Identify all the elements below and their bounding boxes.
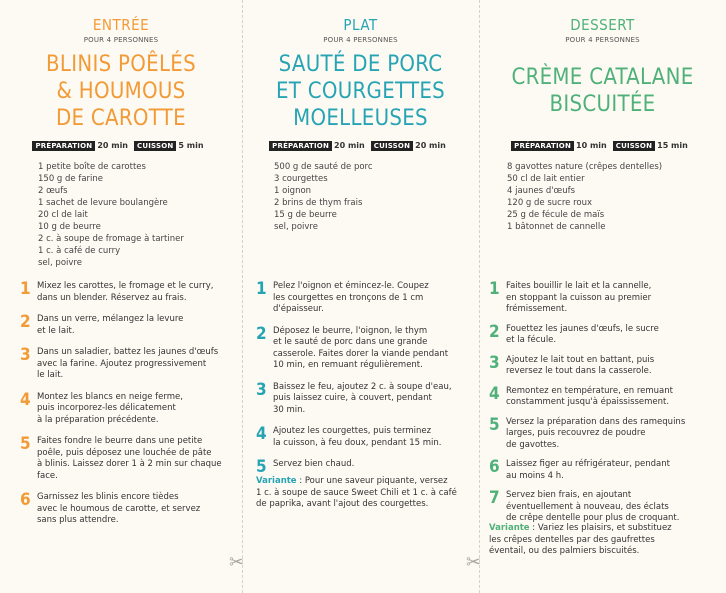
- step-item: [256, 458, 471, 476]
- variant-text: : Variez les plaisirs, et substituez les crêpes dentelles par des gaufrettes éventail, ou des palmiers biscuités.: [489, 523, 672, 556]
- ingredient-item: 1 oignon: [274, 186, 312, 196]
- title-line: BLINIS POÊLÉS: [46, 52, 196, 77]
- ingredient-item: sel, poivre: [274, 222, 318, 232]
- ingredient-list: [274, 161, 373, 233]
- prep-time: 10 min: [576, 141, 607, 150]
- plat-column: [242, 0, 482, 593]
- step-text: Ajoutez le lait tout en battant, puis reversez le tout dans la casserole.: [506, 354, 655, 376]
- time-info: [242, 141, 479, 150]
- step-text: Fouettez les jaunes d'œufs, le sucre et la fécule.: [506, 323, 659, 345]
- course-label: DESSERT: [570, 16, 635, 34]
- entree-column: [0, 0, 245, 593]
- ingredient-item: sel, poivre: [38, 258, 82, 268]
- title-line: SAUTÉ DE PORC: [278, 52, 443, 77]
- cook-time: 15 min: [657, 141, 688, 150]
- title-line: CRÈME CATALANE: [511, 65, 694, 90]
- ingredient-item: 1 sachet de levure boulangère: [38, 198, 168, 208]
- ingredient-item: 3 courgettes: [274, 174, 328, 184]
- cook-tag: CUISSON: [134, 141, 176, 151]
- title-line: & HOUMOUS: [56, 79, 186, 104]
- cook-time: 5 min: [178, 141, 204, 150]
- ingredient-item: 20 cl de lait: [38, 210, 88, 220]
- step-item: [256, 280, 471, 316]
- ingredient-item: 1 petite boîte de carottes: [38, 162, 146, 172]
- ingredient-item: 2 brins de thym frais: [274, 198, 363, 208]
- scissors-icon: ✂: [229, 552, 245, 573]
- step-text: Ajoutez les courgettes, puis terminez la cuisson, à feu doux, pendant 15 min.: [273, 426, 442, 448]
- step-item: [256, 381, 471, 417]
- step-item: [20, 391, 230, 427]
- step-text: Garnissez les blinis encore tièdes avec le houmous de carotte, et servez sans plus attendre.: [37, 492, 201, 525]
- step-text: Remontez en température, en remuant constamment jusqu'à épaississement.: [506, 385, 673, 407]
- step-text: Mixez les carottes, le fromage et le curry, dans un blender. Réservez au frais.: [37, 281, 214, 303]
- prep-tag: PRÉPARATION: [511, 141, 574, 151]
- recipe-title: [242, 51, 479, 132]
- step-text: Déposez le beurre, l'oignon, le thym et le sauté de porc dans une grande casserole. Faites dorer la viande pendant 10 min, en remuant régulièrement.: [273, 325, 449, 370]
- step-number: 5: [20, 434, 31, 454]
- step-number: 4: [256, 424, 267, 444]
- dessert-column: [479, 0, 726, 593]
- step-text: Faites fondre le beurre dans une petite poêle, puis déposez une louchée de pâte à blinis. Laissez dorer 1 à 2 min sur chaque face.: [37, 436, 222, 481]
- title-line: DE CAROTTE: [55, 106, 186, 131]
- variant-text: : Pour une saveur piquante, versez 1 c. à soupe de sauce Sweet Chili et 1 c. à café de paprika, avant l'ajout des courgettes.: [256, 476, 457, 509]
- recipe-title: [0, 51, 242, 132]
- step-item: [256, 425, 471, 449]
- course-label: ENTRÉE: [92, 16, 150, 34]
- step-number: 6: [20, 490, 31, 510]
- step-text: Dans un saladier, battez les jaunes d'œufs avec la farine. Ajoutez progressivement le lait.: [37, 347, 219, 380]
- ingredient-item: 25 g de fécule de maïs: [507, 210, 605, 220]
- step-text: Pelez l'oignon et émincez-le. Coupez les courgettes en tronçons de 1 cm d'épaisseur.: [273, 281, 429, 314]
- ingredient-list: [507, 161, 662, 233]
- time-info: [479, 141, 726, 150]
- cook-time: 20 min: [415, 141, 446, 150]
- step-item: [20, 280, 230, 304]
- ingredient-item: 150 g de farine: [38, 174, 104, 184]
- step-item: [489, 458, 714, 482]
- step-number: 2: [20, 312, 31, 332]
- step-number: 4: [489, 383, 500, 404]
- step-text: Baissez le feu, ajoutez 2 c. à soupe d'eau, puis laissez cuire, à couvert, pendant 30 min.: [273, 381, 452, 415]
- step-number: 6: [489, 457, 500, 477]
- ingredient-item: 50 cl de lait entier: [507, 174, 585, 184]
- step-text: Montez les blancs en neige ferme, puis incorporez-les délicatement à la préparation précédente.: [37, 391, 183, 425]
- step-list: [256, 280, 471, 485]
- ingredient-item: 15 g de beurre: [274, 210, 337, 220]
- step-text: Faites bouillir le lait et la cannelle, en stoppant la cuisson au premier frémissement.: [506, 281, 652, 314]
- cook-tag: CUISSON: [371, 141, 413, 151]
- ingredient-item: 1 bâtonnet de cannelle: [507, 222, 606, 232]
- time-info: [0, 141, 242, 150]
- step-item: [20, 346, 230, 382]
- step-number: 1: [256, 279, 267, 299]
- step-number: 5: [256, 457, 267, 477]
- ingredient-list: [38, 161, 184, 269]
- step-number: 4: [20, 389, 31, 410]
- step-number: 1: [489, 279, 500, 299]
- ingredient-item: 8 gavottes nature (crêpes dentelles): [507, 162, 663, 172]
- serves-label: POUR 4 PERSONNES: [565, 36, 640, 44]
- ingredient-item: 2 œufs: [38, 186, 68, 196]
- step-list: [20, 280, 230, 536]
- ingredient-item: 10 g de beurre: [38, 222, 101, 232]
- prep-time: 20 min: [334, 141, 365, 150]
- step-text: Servez bien chaud.: [273, 459, 355, 469]
- step-item: [20, 313, 230, 337]
- step-number: 5: [489, 414, 500, 435]
- step-item: [489, 354, 714, 378]
- prep-tag: PRÉPARATION: [269, 141, 332, 151]
- step-item: [20, 435, 230, 482]
- step-number: 2: [256, 323, 267, 344]
- serves-label: POUR 4 PERSONNES: [83, 36, 159, 44]
- step-item: [489, 489, 714, 525]
- scissors-icon: ✂: [466, 552, 482, 573]
- prep-time: 20 min: [97, 141, 129, 150]
- variant-label: Variante: [256, 476, 297, 486]
- step-item: [489, 416, 714, 452]
- step-number: 3: [256, 379, 267, 400]
- step-number: 2: [489, 321, 500, 342]
- cook-tag: CUISSON: [613, 141, 655, 151]
- variant-note: [256, 476, 471, 511]
- variant-label: Variante: [489, 523, 530, 533]
- ingredient-item: 500 g de sauté de porc: [274, 162, 373, 172]
- step-item: [489, 385, 714, 409]
- step-item: [489, 323, 714, 347]
- title-line: MOELLEUSES: [293, 106, 428, 131]
- step-number: 1: [20, 279, 31, 299]
- step-number: 7: [489, 488, 500, 508]
- step-number: 3: [489, 352, 500, 373]
- title-line: BISCUITÉE: [549, 92, 656, 117]
- prep-tag: PRÉPARATION: [32, 141, 95, 151]
- serves-label: POUR 4 PERSONNES: [323, 36, 398, 44]
- step-text: Dans un verre, mélangez la levure et le lait.: [37, 314, 184, 336]
- title-line: ET COURGETTES: [275, 79, 446, 104]
- ingredient-item: 2 c. à soupe de fromage à tartiner: [38, 234, 184, 244]
- step-text: Versez la préparation dans des ramequins larges, puis recouvrez de poudre de gavottes.: [506, 416, 686, 450]
- step-item: [256, 325, 471, 372]
- step-text: Laissez figer au réfrigérateur, pendant au moins 4 h.: [506, 459, 670, 481]
- step-item: [489, 280, 714, 316]
- ingredient-item: 1 c. à café de curry: [38, 246, 121, 256]
- course-label: PLAT: [343, 16, 378, 34]
- step-text: Servez bien frais, en ajoutant éventuellement à nouveau, des éclats de crêpe dentelle pour plus de croquant.: [506, 490, 680, 523]
- recipe-title: [479, 64, 726, 118]
- step-list: [489, 280, 714, 532]
- step-item: [20, 491, 230, 527]
- ingredient-item: 120 g de sucre roux: [507, 198, 593, 208]
- variant-note: [489, 523, 714, 558]
- ingredient-item: 4 jaunes d'œufs: [507, 186, 576, 196]
- step-number: 3: [20, 345, 31, 365]
